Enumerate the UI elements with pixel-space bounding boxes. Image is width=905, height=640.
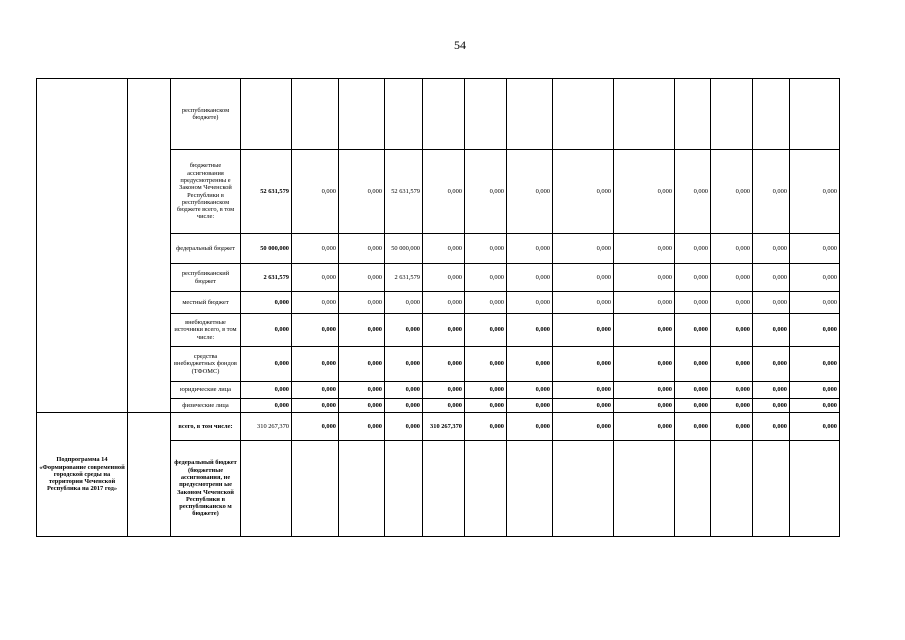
amount-cell: 0,000 <box>790 399 840 413</box>
amount-cell: 0,000 <box>553 382 614 399</box>
amount-cell: 0,000 <box>675 150 711 234</box>
amount-cell <box>675 441 711 537</box>
amount-cell <box>675 79 711 150</box>
amount-cell <box>711 441 753 537</box>
amount-cell: 0,000 <box>507 347 553 382</box>
amount-cell <box>553 441 614 537</box>
amount-cell: 0,000 <box>292 413 339 441</box>
amount-cell <box>790 441 840 537</box>
amount-cell: 0,000 <box>753 399 790 413</box>
amount-cell: 0,000 <box>614 347 675 382</box>
table-row <box>37 79 840 150</box>
amount-cell: 0,000 <box>790 292 840 314</box>
amount-cell: 0,000 <box>423 292 465 314</box>
amount-cell: 0,000 <box>339 314 385 347</box>
funding-source: юридические лица <box>171 382 241 399</box>
amount-cell: 0,000 <box>675 413 711 441</box>
amount-cell <box>465 79 507 150</box>
amount-cell: 0,000 <box>614 264 675 292</box>
amount-cell: 0,000 <box>292 314 339 347</box>
amount-cell: 0,000 <box>241 399 292 413</box>
table-row <box>37 413 840 441</box>
amount-cell: 0,000 <box>507 399 553 413</box>
funding-source: внебюджетные источники всего, в том числе: <box>171 314 241 347</box>
funding-source: федеральный бюджет <box>171 234 241 264</box>
amount-cell <box>292 441 339 537</box>
amount-cell: 0,000 <box>614 382 675 399</box>
amount-cell: 0,000 <box>507 314 553 347</box>
funding-source: местный бюджет <box>171 292 241 314</box>
amount-cell: 0,000 <box>465 150 507 234</box>
amount-cell: 0,000 <box>711 347 753 382</box>
amount-cell: 0,000 <box>507 382 553 399</box>
amount-cell: 0,000 <box>675 264 711 292</box>
responsible-executor-cell <box>128 79 171 413</box>
amount-cell: 310 267,370 <box>423 413 465 441</box>
funding-source: бюджетные ассигнования предусмотренны е Законом Чеченской Республики в республиканском бюджете всего, в том числе: <box>171 150 241 234</box>
amount-cell: 0,000 <box>465 292 507 314</box>
amount-cell: 0,000 <box>385 413 423 441</box>
amount-cell: 0,000 <box>292 150 339 234</box>
funding-source: федеральный бюджет (бюджетные ассигнования, не предусмотренн ые Законом Чеченской Республики в республиканско м бюджете) <box>171 441 241 537</box>
amount-cell: 0,000 <box>339 292 385 314</box>
amount-cell: 0,000 <box>553 234 614 264</box>
amount-cell: 0,000 <box>753 150 790 234</box>
amount-cell: 0,000 <box>241 292 292 314</box>
amount-cell: 0,000 <box>553 413 614 441</box>
amount-cell <box>339 441 385 537</box>
amount-cell: 0,000 <box>711 234 753 264</box>
amount-cell: 0,000 <box>465 314 507 347</box>
amount-cell: 0,000 <box>711 264 753 292</box>
amount-cell: 0,000 <box>614 234 675 264</box>
amount-cell: 0,000 <box>553 264 614 292</box>
amount-cell: 0,000 <box>465 264 507 292</box>
amount-cell: 0,000 <box>385 399 423 413</box>
amount-cell: 0,000 <box>553 347 614 382</box>
amount-cell: 0,000 <box>385 382 423 399</box>
amount-cell <box>292 79 339 150</box>
amount-cell: 0,000 <box>614 399 675 413</box>
amount-cell: 0,000 <box>465 234 507 264</box>
amount-cell: 0,000 <box>675 347 711 382</box>
amount-cell: 0,000 <box>385 292 423 314</box>
amount-cell: 0,000 <box>553 314 614 347</box>
amount-cell <box>507 441 553 537</box>
amount-cell: 0,000 <box>339 413 385 441</box>
amount-cell: 0,000 <box>753 292 790 314</box>
amount-cell: 0,000 <box>385 314 423 347</box>
amount-cell <box>385 441 423 537</box>
amount-cell <box>790 79 840 150</box>
amount-cell: 0,000 <box>241 382 292 399</box>
amount-cell: 0,000 <box>465 399 507 413</box>
amount-cell: 0,000 <box>292 347 339 382</box>
responsible-executor-cell <box>128 413 171 537</box>
amount-cell: 0,000 <box>292 399 339 413</box>
amount-cell <box>753 79 790 150</box>
amount-cell: 0,000 <box>553 399 614 413</box>
subprogram-title: Подпрограмма 14 «Формирование современной городской среды на территории Чеченской Республика на 2017 год» <box>37 413 128 537</box>
amount-cell: 0,000 <box>753 347 790 382</box>
amount-cell: 0,000 <box>339 382 385 399</box>
amount-cell <box>753 441 790 537</box>
amount-cell <box>553 79 614 150</box>
budget-table <box>36 78 840 537</box>
amount-cell: 0,000 <box>292 264 339 292</box>
amount-cell: 0,000 <box>711 314 753 347</box>
amount-cell <box>614 441 675 537</box>
amount-cell: 0,000 <box>675 382 711 399</box>
amount-cell: 0,000 <box>423 382 465 399</box>
amount-cell: 0,000 <box>339 150 385 234</box>
amount-cell: 0,000 <box>790 264 840 292</box>
amount-cell: 50 000,000 <box>241 234 292 264</box>
amount-cell <box>507 79 553 150</box>
amount-cell: 0,000 <box>753 234 790 264</box>
amount-cell: 0,000 <box>241 347 292 382</box>
amount-cell <box>241 441 292 537</box>
amount-cell <box>423 441 465 537</box>
amount-cell: 0,000 <box>423 264 465 292</box>
amount-cell: 2 631,579 <box>385 264 423 292</box>
amount-cell <box>711 79 753 150</box>
amount-cell: 0,000 <box>465 413 507 441</box>
amount-cell: 0,000 <box>711 413 753 441</box>
amount-cell: 0,000 <box>553 150 614 234</box>
amount-cell: 0,000 <box>507 413 553 441</box>
funding-source: всего, в том числе: <box>171 413 241 441</box>
amount-cell: 50 000,000 <box>385 234 423 264</box>
amount-cell: 0,000 <box>711 399 753 413</box>
program-name-cell <box>37 79 128 413</box>
amount-cell: 0,000 <box>711 382 753 399</box>
amount-cell: 0,000 <box>507 150 553 234</box>
amount-cell: 0,000 <box>553 292 614 314</box>
amount-cell: 0,000 <box>790 413 840 441</box>
amount-cell: 0,000 <box>385 347 423 382</box>
amount-cell: 0,000 <box>292 234 339 264</box>
amount-cell: 0,000 <box>675 234 711 264</box>
amount-cell: 0,000 <box>465 382 507 399</box>
funding-source: физические лица <box>171 399 241 413</box>
amount-cell: 0,000 <box>507 264 553 292</box>
amount-cell: 0,000 <box>292 382 339 399</box>
amount-cell: 0,000 <box>423 234 465 264</box>
amount-cell: 0,000 <box>423 399 465 413</box>
amount-cell <box>385 79 423 150</box>
amount-cell: 52 631,579 <box>385 150 423 234</box>
amount-cell: 0,000 <box>614 314 675 347</box>
amount-cell: 0,000 <box>753 382 790 399</box>
amount-cell: 0,000 <box>711 292 753 314</box>
amount-cell: 0,000 <box>507 292 553 314</box>
amount-cell: 0,000 <box>423 314 465 347</box>
funding-source: средства внебюджетных фондов (ТФОМС) <box>171 347 241 382</box>
amount-cell: 0,000 <box>423 150 465 234</box>
amount-cell: 0,000 <box>675 314 711 347</box>
amount-cell <box>241 79 292 150</box>
funding-source: республиканском бюджете) <box>171 79 241 150</box>
amount-cell <box>614 79 675 150</box>
amount-cell: 0,000 <box>790 234 840 264</box>
amount-cell: 0,000 <box>339 399 385 413</box>
amount-cell: 0,000 <box>753 413 790 441</box>
amount-cell: 0,000 <box>753 314 790 347</box>
amount-cell: 0,000 <box>753 264 790 292</box>
amount-cell: 0,000 <box>790 150 840 234</box>
amount-cell: 0,000 <box>292 292 339 314</box>
amount-cell: 0,000 <box>339 264 385 292</box>
amount-cell: 0,000 <box>675 399 711 413</box>
amount-cell: 0,000 <box>465 347 507 382</box>
funding-source: республиканский бюджет <box>171 264 241 292</box>
amount-cell: 0,000 <box>790 347 840 382</box>
amount-cell: 52 631,579 <box>241 150 292 234</box>
amount-cell: 0,000 <box>423 347 465 382</box>
amount-cell: 0,000 <box>339 347 385 382</box>
amount-cell <box>465 441 507 537</box>
amount-cell: 0,000 <box>711 150 753 234</box>
amount-cell: 0,000 <box>241 314 292 347</box>
amount-cell: 0,000 <box>339 234 385 264</box>
amount-cell: 0,000 <box>790 314 840 347</box>
amount-cell: 2 631,579 <box>241 264 292 292</box>
amount-cell: 0,000 <box>507 234 553 264</box>
amount-cell: 310 267,370 <box>241 413 292 441</box>
page-number: 54 <box>454 38 466 52</box>
amount-cell <box>339 79 385 150</box>
amount-cell: 0,000 <box>675 292 711 314</box>
amount-cell: 0,000 <box>790 382 840 399</box>
amount-cell <box>423 79 465 150</box>
amount-cell: 0,000 <box>614 150 675 234</box>
amount-cell: 0,000 <box>614 413 675 441</box>
amount-cell: 0,000 <box>614 292 675 314</box>
